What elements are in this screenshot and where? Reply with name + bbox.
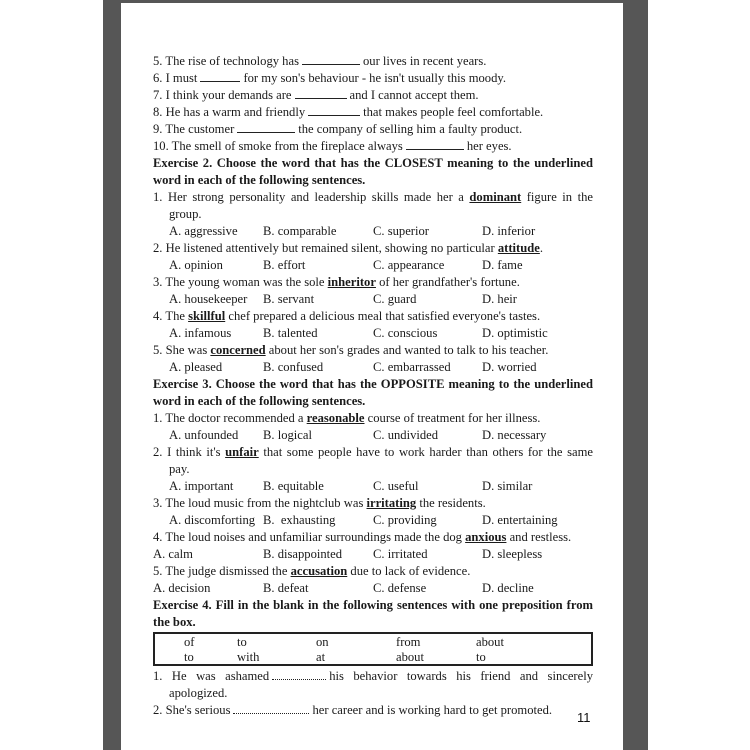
question-text: the company of selling him a faulty product.: [298, 122, 523, 136]
exercise3-title: Exercise 3. Choose the word that has the OPPOSITE meaning to the underlined word in each of the following sentences.: [153, 377, 593, 408]
box-word: with: [237, 650, 260, 664]
answer-option[interactable]: D. fame: [482, 258, 523, 272]
answer-option[interactable]: A. calm: [153, 547, 193, 561]
question-line: [153, 529, 593, 546]
answer-option[interactable]: B. defeat: [263, 581, 309, 595]
box-word: to: [237, 635, 247, 649]
viewer-frame-left: [103, 0, 121, 750]
answer-option[interactable]: C. embarrassed: [373, 360, 451, 374]
question-number: 2.: [153, 703, 166, 717]
box-word: to: [184, 650, 194, 664]
answer-options: [153, 223, 593, 240]
underlined-word: irritating: [366, 496, 417, 510]
question-number: 5.: [153, 564, 166, 578]
answer-option[interactable]: B. talented: [263, 326, 318, 340]
question-text: He listened attentively but remained silent, showing no particular: [165, 241, 498, 255]
question-number: 1.: [153, 669, 172, 683]
question-line: [153, 274, 593, 291]
answer-options: [153, 478, 593, 495]
answer-blank[interactable]: [272, 668, 326, 680]
exercise2-questions: [153, 189, 593, 376]
question-line: [153, 563, 593, 580]
answer-option[interactable]: A. decision: [153, 581, 211, 595]
answer-blank[interactable]: [406, 138, 464, 150]
question-number: 2.: [153, 241, 166, 255]
underlined-word: unfair: [225, 445, 259, 459]
question-text: The rise of technology has: [165, 54, 299, 68]
answer-option[interactable]: A. housekeeper: [169, 292, 248, 306]
question-text: our lives in recent years.: [362, 54, 487, 68]
answer-option[interactable]: B. equitable: [263, 479, 324, 493]
question-number: 8.: [153, 105, 166, 119]
answer-option[interactable]: B. logical: [263, 428, 312, 442]
exercise4-title: Exercise 4. Fill in the blank in the following sentences with one preposition from the box.: [153, 598, 593, 629]
answer-option[interactable]: B. comparable: [263, 224, 337, 238]
question-text: that makes people feel comfortable.: [363, 105, 544, 119]
underlined-word: attitude: [497, 241, 540, 255]
question-text: his behavior towards his friend and sincerely apologized.: [169, 669, 593, 700]
answer-options: [153, 546, 593, 563]
question-text: Her strong personality and leadership skills made her a: [167, 190, 470, 204]
question-text: She's serious: [165, 703, 231, 717]
question-line: [153, 87, 593, 104]
question-line: [153, 668, 593, 702]
answer-options: [153, 580, 593, 597]
question-text: She was: [165, 343, 211, 357]
answer-option[interactable]: D. sleepless: [482, 547, 543, 561]
question-line: [153, 53, 593, 70]
question-number: 3.: [153, 275, 166, 289]
viewer-frame-right: [623, 0, 648, 750]
answer-option[interactable]: C. guard: [373, 292, 417, 306]
underlined-word: dominant: [469, 190, 522, 204]
exercise4-questions: [153, 668, 593, 719]
question-line: [153, 495, 593, 512]
answer-blank[interactable]: [237, 121, 295, 133]
question-text: course of treatment for her illness.: [364, 411, 541, 425]
underlined-word: accusation: [290, 564, 348, 578]
answer-option[interactable]: B. confused: [263, 360, 324, 374]
answer-option[interactable]: A. discomforting: [169, 513, 256, 527]
question-text: due to lack of evidence.: [347, 564, 471, 578]
answer-option[interactable]: C. irritated: [373, 547, 428, 561]
exercise2-title: Exercise 2. Choose the word that has the CLOSEST meaning to the underlined word in each of the following sentences.: [153, 156, 593, 187]
question-line: [153, 702, 593, 719]
answer-option[interactable]: C. defense: [373, 581, 427, 595]
answer-option[interactable]: D. optimistic: [482, 326, 548, 340]
answer-option[interactable]: A. aggressive: [169, 224, 238, 238]
question-line: [153, 70, 593, 87]
answer-option[interactable]: B. effort: [263, 258, 306, 272]
question-number: 2.: [153, 445, 168, 459]
question-text: The doctor recommended a: [165, 411, 307, 425]
box-word: on: [316, 635, 329, 649]
question-number: 4.: [153, 309, 166, 323]
question-number: 1.: [153, 411, 166, 425]
question-text: her eyes.: [466, 139, 512, 153]
question-number: 3.: [153, 496, 166, 510]
question-number: 5.: [153, 54, 166, 68]
question-line: [153, 342, 593, 359]
underlined-word: anxious: [465, 530, 507, 544]
question-text: The: [165, 309, 189, 323]
question-text: He was ashamed: [171, 669, 270, 683]
answer-option[interactable]: A. important: [169, 479, 234, 493]
answer-option[interactable]: C. undivided: [373, 428, 439, 442]
question-number: 5.: [153, 343, 166, 357]
exercise1-tail: [153, 53, 593, 155]
answer-option[interactable]: B. exhausting: [263, 513, 336, 527]
question-text: chef prepared a delicious meal that satisfied everyone's tastes.: [225, 309, 541, 323]
question-text: The young woman was the sole: [165, 275, 328, 289]
question-line: [153, 138, 593, 155]
question-line: [153, 189, 593, 223]
answer-blank[interactable]: [200, 70, 240, 82]
underlined-word: concerned: [210, 343, 266, 357]
answer-options: [153, 325, 593, 342]
answer-option[interactable]: A. infamous: [169, 326, 232, 340]
question-line: [153, 104, 593, 121]
question-line: [153, 444, 593, 478]
answer-option[interactable]: D. heir: [482, 292, 517, 306]
page-content: [153, 53, 593, 719]
underlined-word: skillful: [188, 309, 226, 323]
answer-option[interactable]: D. entertaining: [482, 513, 558, 527]
question-text: of her grandfather's fortune.: [375, 275, 520, 289]
question-number: 7.: [153, 88, 166, 102]
exercise3-questions: [153, 410, 593, 597]
answer-option[interactable]: A. pleased: [169, 360, 223, 374]
answer-option[interactable]: D. decline: [482, 581, 534, 595]
answer-blank[interactable]: [233, 702, 309, 714]
question-line: [153, 308, 593, 325]
question-number: 1.: [153, 190, 168, 204]
underlined-word: inheritor: [327, 275, 376, 289]
answer-option[interactable]: D. similar: [482, 479, 533, 493]
question-line: [153, 410, 593, 427]
question-text: I think your demands are: [165, 88, 292, 102]
question-text: that some people have to work harder than others for the same pay.: [169, 445, 594, 476]
question-number: 10.: [153, 139, 172, 153]
question-number: 4.: [153, 530, 166, 544]
box-word: to: [476, 650, 486, 664]
question-text: I think it's: [167, 445, 226, 459]
answer-option[interactable]: B. servant: [263, 292, 315, 306]
answer-option[interactable]: C. conscious: [373, 326, 438, 340]
question-text: He has a warm and friendly: [165, 105, 306, 119]
question-text: her career and is working hard to get promoted.: [312, 703, 553, 717]
answer-option[interactable]: B. disappointed: [263, 547, 343, 561]
question-text: and I cannot accept them.: [349, 88, 479, 102]
answer-option[interactable]: D. worried: [482, 360, 537, 374]
answer-option[interactable]: C. useful: [373, 479, 419, 493]
answer-option[interactable]: C. superior: [373, 224, 429, 238]
answer-options: [153, 359, 593, 376]
question-text: I must: [165, 71, 198, 85]
answer-option[interactable]: C. providing: [373, 513, 437, 527]
box-word: at: [316, 650, 326, 664]
question-number: 6.: [153, 71, 166, 85]
answer-options: [153, 257, 593, 274]
question-text: and restless.: [506, 530, 572, 544]
question-text: .: [539, 241, 543, 255]
answer-blank[interactable]: [308, 104, 360, 116]
box-word: about: [476, 635, 504, 649]
question-text: The judge dismissed the: [165, 564, 291, 578]
page-number: 11: [577, 710, 591, 725]
question-text: The customer: [165, 122, 235, 136]
underlined-word: reasonable: [306, 411, 365, 425]
question-text: about her son's grades and wanted to talk to his teacher.: [265, 343, 549, 357]
answer-option[interactable]: A. unfounded: [169, 428, 239, 442]
question-line: [153, 240, 593, 257]
question-text: figure in the group.: [169, 190, 593, 221]
question-text: for my son's behaviour - he isn't usually this moody.: [243, 71, 507, 85]
answer-option[interactable]: C. appearance: [373, 258, 445, 272]
question-text: The loud noises and unfamiliar surroundings made the dog: [165, 530, 466, 544]
answer-option[interactable]: D. inferior: [482, 224, 536, 238]
question-text: the residents.: [416, 496, 486, 510]
document-page: [121, 3, 623, 750]
answer-option[interactable]: D. necessary: [482, 428, 547, 442]
answer-options: [153, 291, 593, 308]
answer-options: [153, 427, 593, 444]
question-number: 9.: [153, 122, 166, 136]
box-word: about: [396, 650, 424, 664]
question-text: The smell of smoke from the fireplace always: [171, 139, 403, 153]
answer-option[interactable]: A. opinion: [169, 258, 223, 272]
question-text: The loud music from the nightclub was: [165, 496, 367, 510]
box-word: of: [184, 635, 195, 649]
answer-blank[interactable]: [302, 53, 360, 65]
answer-blank[interactable]: [295, 87, 347, 99]
question-line: [153, 121, 593, 138]
box-word: from: [396, 635, 421, 649]
preposition-box: [153, 632, 593, 666]
answer-options: [153, 512, 593, 529]
